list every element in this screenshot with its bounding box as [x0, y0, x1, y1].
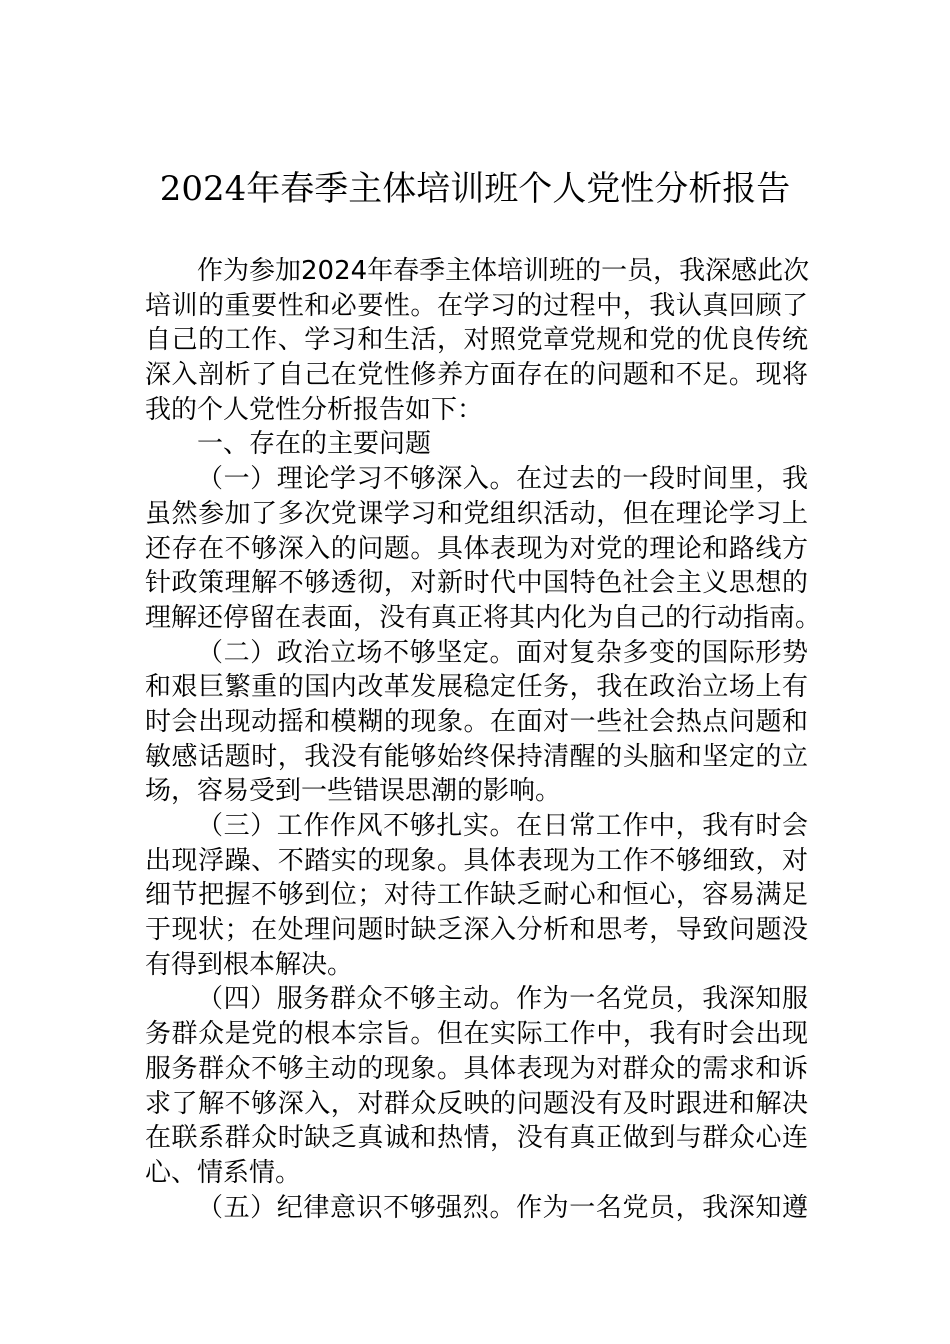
- text-line: 作为参加2024年春季主体培训班的一员，我深感此次: [197, 256, 810, 286]
- text-line: 场，容易受到一些错误思潮的影响。: [145, 776, 562, 807]
- text-line: 务群众是党的根本宗旨。但在实际工作中，我有时会出现: [145, 1019, 808, 1050]
- text-line: 针政策理解不够透彻，对新时代中国特色社会主义思想的: [145, 568, 808, 599]
- document-title: 2024年春季主体培训班个人党性分析报告: [159, 169, 791, 209]
- text-line: 培训的重要性和必要性。在学习的过程中，我认真回顾了: [145, 290, 808, 321]
- text-line: 还存在不够深入的问题。具体表现为对党的理论和路线方: [145, 533, 808, 564]
- text-line: 有得到根本解决。: [145, 949, 354, 980]
- text-line: （五）纪律意识不够强烈。作为一名党员，我深知遵: [197, 1192, 808, 1223]
- text-line: （二）政治立场不够坚定。面对复杂多变的国际形势: [197, 637, 808, 668]
- section-heading: 一、存在的主要问题: [197, 429, 432, 460]
- text-line: 心、情系情。: [145, 1157, 302, 1188]
- text-line: 敏感话题时，我没有能够始终保持清醒的头脑和坚定的立: [145, 741, 808, 772]
- text-line: 虽然参加了多次党课学习和党组织活动，但在理论学习上: [145, 498, 808, 529]
- text-line: 出现浮躁、不踏实的现象。具体表现为工作不够细致，对: [145, 845, 808, 876]
- text-line: 求了解不够深入，对群众反映的问题没有及时跟进和解决: [145, 1088, 808, 1119]
- text-line: 我的个人党性分析报告如下：: [145, 394, 484, 425]
- text-line: 时会出现动摇和模糊的现象。在面对一些社会热点问题和: [145, 706, 808, 737]
- text-line: （四）服务群众不够主动。作为一名党员，我深知服: [197, 984, 808, 1015]
- document-body: [145, 254, 822, 1225]
- text-line: 于现状；在处理问题时缺乏深入分析和思考，导致问题没: [145, 915, 808, 946]
- text-line: （三）工作作风不够扎实。在日常工作中，我有时会: [197, 811, 808, 841]
- text-line: 服务群众不够主动的现象。具体表现为对群众的需求和诉: [145, 1053, 808, 1084]
- text-line: 深入剖析了自己在党性修养方面存在的问题和不足。现将: [145, 360, 808, 391]
- text-line: 理解还停留在表面，没有真正将其内化为自己的行动指南。: [145, 602, 822, 633]
- text-line: 和艰巨繁重的国内改革发展稳定任务，我在政治立场上有: [145, 672, 808, 703]
- text-line: 自己的工作、学习和生活，对照党章党规和党的优良传统: [145, 325, 808, 356]
- text-line: 细节把握不够到位；对待工作缺乏耐心和恒心，容易满足: [145, 880, 808, 911]
- text-line: 在联系群众时缺乏真诚和热情，没有真正做到与群众心连: [145, 1123, 808, 1154]
- text-line: （一）理论学习不够深入。在过去的一段时间里，我: [197, 464, 808, 495]
